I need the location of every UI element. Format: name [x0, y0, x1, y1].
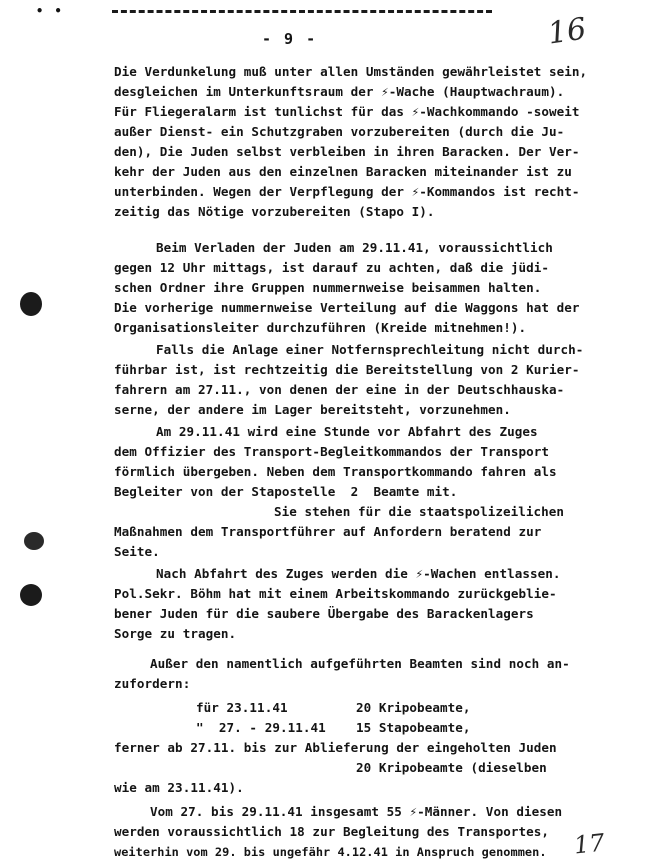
text-line: gegen 12 Uhr mittags, ist darauf zu achten, daß die jüdi-: [114, 260, 550, 275]
text-line: Für Fliegeralarm ist tunlichst für das ⚡-Wachkommando -soweit: [114, 104, 580, 119]
punch-hole-middle: [24, 532, 44, 550]
text-line: fahrern am 27.11., von denen der eine in der Deutschhauska-: [114, 382, 565, 397]
text-line: Vom 27. bis 29.11.41 insgesamt 55 ⚡-Männer. Von diesen: [150, 804, 563, 819]
text-line: schen Ordner ihre Gruppen nummernweise beisammen halten.: [114, 280, 542, 295]
text-line: führbar ist, ist rechtzeitig die Bereitstellung von 2 Kurier-: [114, 362, 580, 377]
text-line: Nach Abfahrt des Zuges werden die ⚡-Wachen entlassen.: [156, 566, 561, 581]
punch-hole-bottom: [20, 584, 42, 606]
text-line: Sie stehen für die staatspolizeilichen: [274, 504, 565, 519]
text-line: weiterhin vom 29. bis ungefähr 4.12.41 in Anspruch genommen.: [114, 845, 547, 859]
text-line: desgleichen im Unterkunftsraum der ⚡-Wache (Hauptwachraum).: [114, 84, 565, 99]
text-line: zeitig das Nötige vorzubereiten (Stapo I).: [114, 204, 435, 219]
top-dashed-rule: [112, 10, 492, 13]
text-line: außer Dienst- ein Schutzgraben vorzubereiten (durch die Ju-: [114, 124, 565, 139]
text-line: 15 Stapobeamte,: [356, 720, 471, 735]
text-line: für 23.11.41: [196, 700, 288, 715]
text-line: Außer den namentlich aufgeführten Beamten sind noch an-: [150, 656, 570, 671]
text-line: Die Verdunkelung muß unter allen Umständen gewährleistet sein,: [114, 64, 588, 79]
text-line: den), Die Juden selbst verbleiben in ihren Baracken. Der Ver-: [114, 144, 580, 159]
text-line: Organisationsleiter durchzuführen (Kreide mitnehmen!).: [114, 320, 527, 335]
text-line: 20 Kripobeamte (dieselben: [356, 760, 547, 775]
text-line: Beim Verladen der Juden am 29.11.41, voraussichtlich: [156, 240, 553, 255]
text-line: wie am 23.11.41).: [114, 780, 244, 795]
handwritten-folio-number: 16: [545, 11, 589, 52]
text-line: serne, der andere im Lager bereitsteht, vorzunehmen.: [114, 402, 511, 417]
text-line: Falls die Anlage einer Notfernsprechleitung nicht durch-: [156, 342, 584, 357]
text-line: dem Offizier des Transport-Begleitkommandos der Transport: [114, 444, 550, 459]
text-line: Begleiter von der Stapostelle 2 Beamte mit.: [114, 484, 458, 499]
text-line: bener Juden für die saubere Übergabe des Barackenlagers: [114, 606, 534, 621]
text-line: Sorge zu tragen.: [114, 626, 237, 641]
text-line: Maßnahmen dem Transportführer auf Anfordern beratend zur: [114, 524, 542, 539]
handwritten-folio-number-bottom: 17: [572, 828, 606, 860]
page-number: - 9 -: [262, 30, 318, 48]
top-corner-mark: • •: [36, 4, 64, 18]
text-line: unterbinden. Wegen der Verpflegung der ⚡-Kommandos ist recht-: [114, 184, 580, 199]
text-line: " 27. - 29.11.41: [196, 720, 326, 735]
text-line: Seite.: [114, 544, 160, 559]
text-line: Am 29.11.41 wird eine Stunde vor Abfahrt des Zuges: [156, 424, 538, 439]
text-line: 20 Kripobeamte,: [356, 700, 471, 715]
text-line: kehr der Juden aus den einzelnen Baracken miteinander ist zu: [114, 164, 572, 179]
text-line: Die vorherige nummernweise Verteilung auf die Waggons hat der: [114, 300, 580, 315]
text-line: zufordern:: [114, 676, 191, 691]
text-line: werden voraussichtlich 18 zur Begleitung des Transportes,: [114, 824, 550, 839]
text-line: Pol.Sekr. Böhm hat mit einem Arbeitskommando zurückgeblie-: [114, 586, 557, 601]
text-line: ferner ab 27.11. bis zur Ablieferung der eingeholten Juden: [114, 740, 557, 755]
punch-hole-top: [20, 292, 42, 316]
text-line: förmlich übergeben. Neben dem Transportkommando fahren als: [114, 464, 557, 479]
